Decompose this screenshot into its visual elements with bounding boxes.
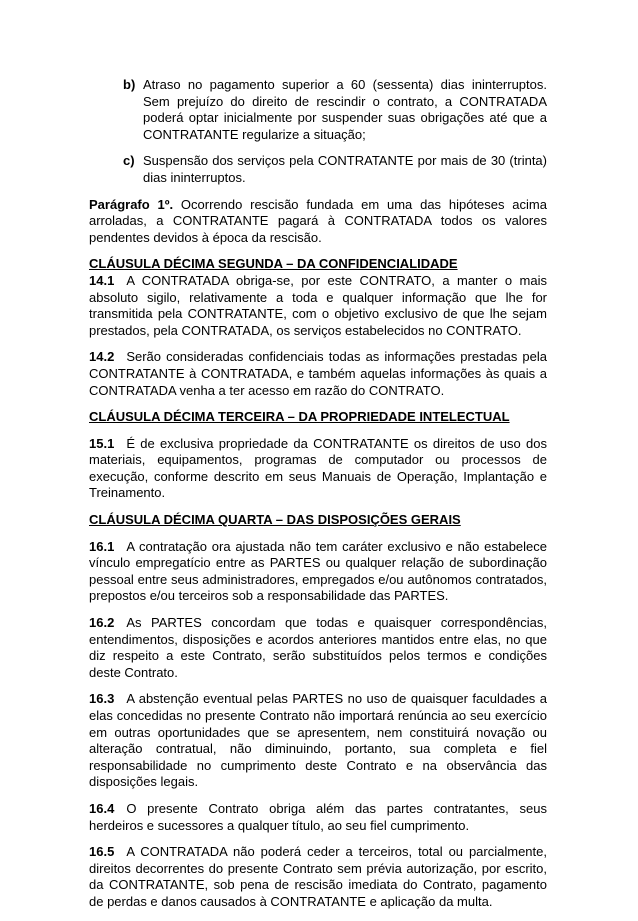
section-16-1	[89, 539, 547, 605]
section-text: Serão consideradas confidenciais todas as informações prestadas pela CONTRATANTE à CONTRATADA, e também aquelas informações às quais a CONTRATADA venha a ter acesso em razão do CONTRATO.	[89, 349, 547, 398]
section-14-1	[89, 273, 547, 339]
list-item-text: Atraso no pagamento superior a 60 (sessenta) dias ininterruptos. Sem prejuízo do direito de rescindir o contrato, a CONTRATADA poderá optar inicialmente por suspender suas obrigações até que a CONTRATANTE regularize a situação;	[143, 77, 547, 142]
section-number: 16.4	[89, 800, 115, 816]
section-15-1	[89, 436, 547, 502]
section-number: 15.1	[89, 435, 115, 451]
list-item-c	[89, 153, 547, 186]
clause-16-heading: CLÁUSULA DÉCIMA QUARTA – DAS DISPOSIÇÕES GERAIS	[89, 512, 461, 528]
section-16-5	[89, 844, 547, 910]
section-text: A abstenção eventual pelas PARTES no uso de quaisquer faculdades a elas concedidas no presente Contrato não importará renúncia ao seu exercício em outras oportunidades que se apresentem, nem constituirá novação ou alteração contratual, não diminuindo, portanto, sua completa e fiel responsabilidade no cumprimento deste Contrato e na observância das disposições legais.	[89, 691, 547, 790]
section-text: A CONTRATADA obriga-se, por este CONTRATO, a manter o mais absoluto sigilo, relativamente a toda e qualquer informação que lhe for transmitida pela CONTRATANTE, com o objetivo exclusivo de que lhe sejam prestados, pela CONTRATADA, os serviços estabelecidos no CONTRATO.	[89, 272, 547, 338]
section-16-4	[89, 801, 547, 834]
section-text: É de exclusiva propriedade da CONTRATANTE os direitos de uso dos materiais, equipamentos, programas de computador ou processos de execução, conforme descrito em seus Manuais de Operação, Implantação e Treinamento.	[89, 435, 547, 501]
section-16-3	[89, 691, 547, 791]
section-text: A CONTRATADA não poderá ceder a terceiros, total ou parcialmente, direitos decorrentes do presente Contrato sem prévia autorização, por escrito, da CONTRATANTE, sob pena de rescisão imediata do Contrato, pagamento de perdas e danos causados à CONTRATANTE e aplicação da multa.	[89, 844, 547, 909]
section-number: 14.2	[89, 349, 115, 365]
section-14-2	[89, 349, 547, 399]
section-text: A contratação ora ajustada não tem caráter exclusivo e não estabelece vínculo empregatício entre as PARTES ou qualquer relação de subordinação pessoal entre seus administradores, empregados e/ou autônomos contratados, prepostos e/ou terceiros sob a responsabilidade das PARTES.	[89, 538, 547, 604]
list-item-letter: c)	[123, 153, 135, 169]
section-number: 16.5	[89, 844, 115, 860]
section-number: 16.1	[89, 538, 115, 554]
list-item-letter: b)	[123, 77, 136, 92]
paragrafo-1	[89, 197, 547, 247]
section-number: 16.3	[89, 691, 115, 707]
section-text: As PARTES concordam que todas e quaisquer correspondências, entendimentos, disposições e acordos anteriores mantidos entre elas, no que diz respeito a este Contrato, serão substituídos pelos termos e condições deste Contrato.	[89, 615, 547, 680]
section-16-2	[89, 615, 547, 681]
clause-15-heading: CLÁUSULA DÉCIMA TERCEIRA – DA PROPRIEDADE INTELECTUAL	[89, 409, 510, 425]
paragrafo-label: Parágrafo 1º.	[89, 196, 174, 212]
document-page	[89, 77, 547, 921]
list-item-text: Suspensão dos serviços pela CONTRATANTE por mais de 30 (trinta) dias ininterruptos.	[143, 153, 547, 185]
clause-14-heading: CLÁUSULA DÉCIMA SEGUNDA – DA CONFIDENCIALIDADE	[89, 256, 458, 272]
section-text: O presente Contrato obriga além das partes contratantes, seus herdeiros e sucessores a qualquer título, ao seu fiel cumprimento.	[89, 800, 547, 833]
section-number: 16.2	[89, 615, 115, 631]
list-item-b	[89, 77, 547, 143]
section-number: 14.1	[89, 272, 115, 288]
paragrafo-text: Ocorrendo rescisão fundada em uma das hipóteses acima arroladas, a CONTRATANTE pagará à CONTRATADA todos os valores pendentes devidos à época da rescisão.	[89, 196, 547, 245]
